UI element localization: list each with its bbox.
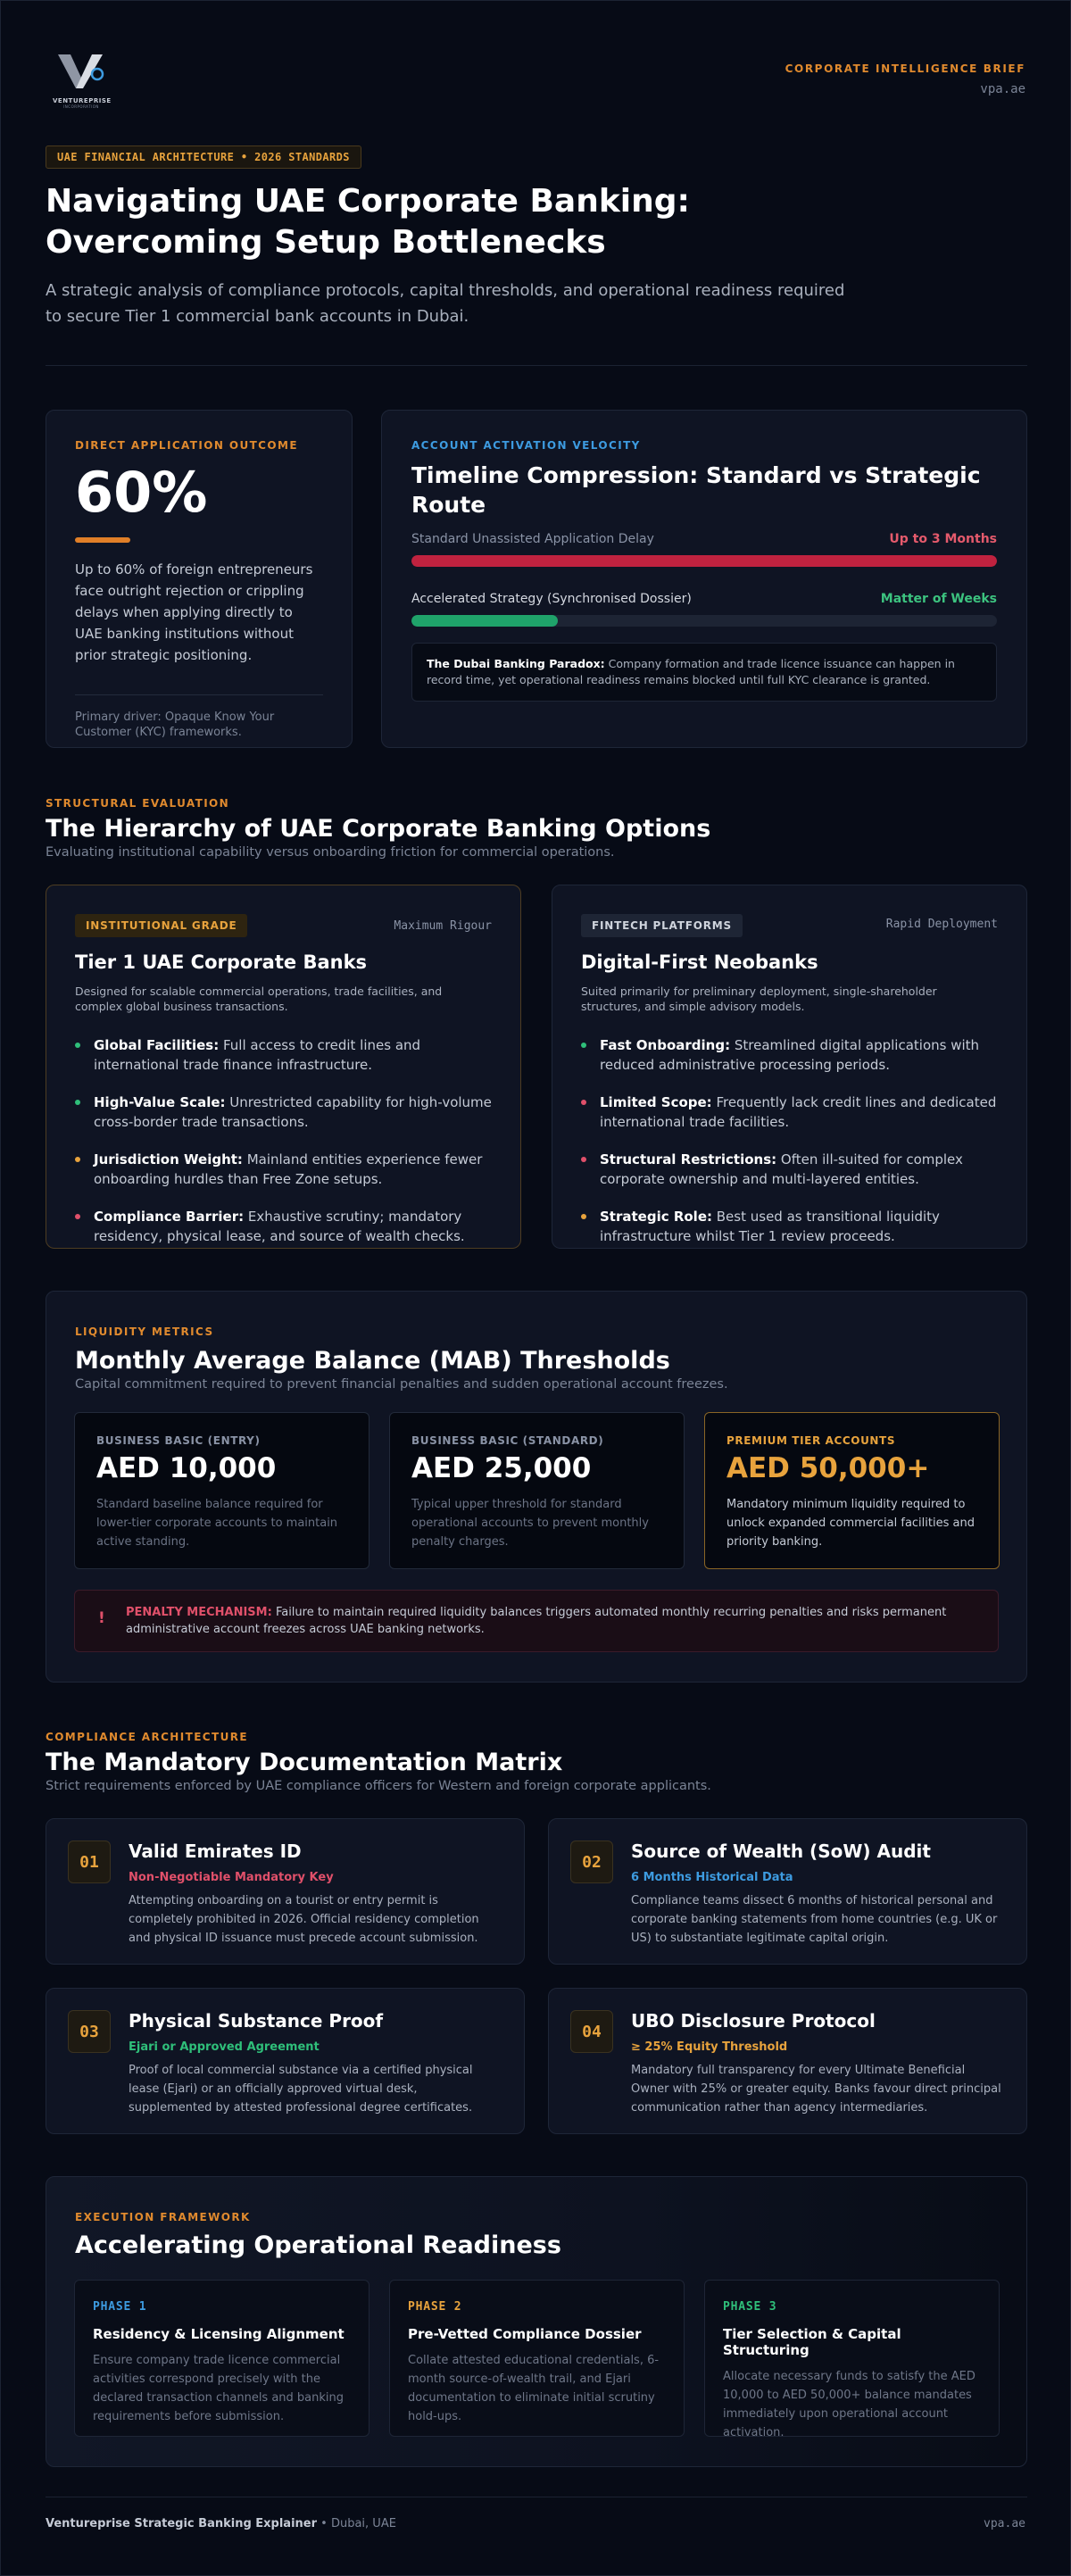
- execution-title: Accelerating Operational Readiness: [75, 2231, 561, 2259]
- timeline-bar-header: [411, 592, 997, 606]
- velocity-title-line1: Timeline Compression: Standard vs Strategic: [411, 462, 981, 488]
- feature-text: Often ill-suited for complex corporate ownership and multi-layered entities.: [600, 1151, 963, 1187]
- mab-card-desc: Mandatory minimum liquidity required to unlock expanded commercial facilities and priority banking.: [726, 1498, 975, 1549]
- feature-bold: Strategic Role:: [600, 1209, 712, 1225]
- mab-card-desc: Typical upper threshold for standard operational accounts to prevent monthly penalty charges.: [411, 1498, 649, 1549]
- timeline-bar-label: Accelerated Strategy (Synchronised Dossier): [411, 592, 692, 606]
- mab-card-value: AED 10,000: [96, 1452, 277, 1484]
- phase-title: Residency & Licensing Alignment: [93, 2326, 345, 2342]
- doc-tag: Non-Negotiable Mandatory Key: [129, 1871, 334, 1884]
- timeline-bar-value: Matter of Weeks: [880, 592, 997, 606]
- feature-bold: Structural Restrictions:: [600, 1151, 777, 1168]
- execution-kicker: EXECUTION FRAMEWORK: [75, 2211, 251, 2223]
- feature-text: Exhaustive scrutiny; mandatory residency, physical lease, and source of wealth checks.: [94, 1209, 465, 1244]
- feature-text: Mainland entities experience fewer onboarding hurdles than Free Zone setups.: [94, 1151, 483, 1187]
- hero-tag: UAE FINANCIAL ARCHITECTURE • 2026 STANDARDS: [46, 145, 361, 169]
- doc-title: Valid Emirates ID: [129, 1841, 302, 1862]
- neobank-badge: FINTECH PLATFORMS: [581, 914, 743, 937]
- doc-desc: Attempting onboarding on a tourist or entry permit is completely prohibited in 2026. Official residency completion and physical ID issuance must precede account submission.: [129, 1894, 479, 1945]
- feature-bold: Fast Onboarding:: [600, 1037, 731, 1053]
- mab-card-desc: Standard baseline balance required for lower-tier corporate accounts to maintain active standing.: [96, 1498, 338, 1549]
- tier1-meta: Maximum Rigour: [394, 919, 492, 933]
- doc-card-substance[interactable]: [46, 1988, 525, 2134]
- tier1-title: Tier 1 UAE Corporate Banks: [75, 951, 368, 973]
- logo-subtext: INCORPORATION: [63, 104, 99, 109]
- phase-desc: Collate attested educational credentials, 6-month source-of-wealth trail, and Ejari documentation to eliminate initial scrutiny hold-ups.: [408, 2354, 660, 2423]
- tier1-desc: Designed for scalable commercial operations, trade facilities, and complex global business transactions.: [75, 985, 443, 1013]
- doc-title: UBO Disclosure Protocol: [631, 2010, 876, 2032]
- docs-subtitle: Strict requirements enforced by UAE compliance officers for Western and foreign corporate applicants.: [46, 1779, 711, 1793]
- footer-credit: [46, 2517, 396, 2530]
- timeline-bar-fill: [411, 615, 558, 627]
- phase-label: PHASE 2: [408, 2300, 462, 2314]
- doc-number: 04: [570, 2010, 613, 2053]
- outcome-divider: [75, 694, 323, 695]
- doc-title: Source of Wealth (SoW) Audit: [631, 1841, 931, 1862]
- feature-text: Frequently lack credit lines and dedicated international trade facilities.: [600, 1094, 997, 1130]
- feature-text: Best used as transitional liquidity infrastructure whilst Tier 1 review proceeds.: [600, 1209, 940, 1244]
- outcome-footer: Primary driver: Opaque Know Your Customer (KYC) frameworks.: [75, 710, 275, 739]
- timeline-bar-header: [411, 532, 997, 546]
- doc-title: Physical Substance Proof: [129, 2010, 384, 2032]
- bullet-dot-icon: [75, 1214, 80, 1219]
- mab-title: Monthly Average Balance (MAB) Thresholds: [75, 1347, 670, 1375]
- doc-number: 02: [570, 1841, 613, 1883]
- phase-desc: Ensure company trade licence commercial activities correspond precisely with the declared transaction channels and banking requirements before submission.: [93, 2354, 345, 2423]
- doc-tag: Ejari or Approved Agreement: [129, 2040, 320, 2054]
- bullet-dot-icon: [75, 1157, 80, 1162]
- timeline-bar-row: [411, 532, 997, 567]
- velocity-kicker: ACCOUNT ACTIVATION VELOCITY: [411, 439, 641, 452]
- feature-bullet: [581, 1207, 998, 1246]
- hero-lead-line2: to secure Tier 1 commercial bank accounts in Dubai.: [46, 307, 469, 326]
- hero-lead: [46, 278, 844, 329]
- neobank-card[interactable]: [552, 885, 1027, 1249]
- page-title-line1: Navigating UAE Corporate Banking:: [46, 183, 690, 220]
- phase-label: PHASE 3: [723, 2300, 777, 2314]
- bullet-dot-icon: [581, 1043, 586, 1048]
- tier1-list: [75, 1035, 492, 1246]
- timeline-bar-fill: [411, 555, 997, 567]
- page-title-line2: Overcoming Setup Bottlenecks: [46, 224, 606, 261]
- bullet-dot-icon: [75, 1100, 80, 1105]
- doc-number: 01: [68, 1841, 111, 1883]
- feature-text: Unrestricted capability for high-volume cross-border trade transactions.: [94, 1094, 492, 1130]
- feature-bullet: [75, 1093, 492, 1132]
- velocity-title: [411, 461, 997, 519]
- feature-bullet: [581, 1150, 998, 1189]
- footer-site-link[interactable]: vpa.ae: [984, 2517, 1025, 2530]
- page-title: [46, 181, 690, 263]
- doc-desc: Proof of local commercial substance via a certified physical lease (Ejari) or an officially approved virtual desk, supplemented by attested professional degree certificates.: [129, 2064, 473, 2115]
- outcome-desc: Up to 60% of foreign entrepreneurs face outright rejection or crippling delays when applying directly to UAE banking institutions without prior strategic positioning.: [75, 561, 313, 663]
- doc-tag: 6 Months Historical Data: [631, 1871, 793, 1884]
- feature-bullet: [581, 1093, 998, 1132]
- docs-title: The Mandatory Documentation Matrix: [46, 1749, 563, 1776]
- phase-label: PHASE 1: [93, 2300, 147, 2314]
- divider: [46, 365, 1027, 366]
- logo-mark-icon: [53, 51, 110, 92]
- paradox-bold: The Dubai Banking Paradox:: [427, 657, 605, 670]
- feature-bold: Limited Scope:: [600, 1094, 712, 1110]
- timeline-bar-row: [411, 592, 997, 627]
- mab-card-label: PREMIUM TIER ACCOUNTS: [726, 1434, 896, 1447]
- brief-label: CORPORATE INTELLIGENCE BRIEF: [785, 62, 1025, 75]
- brand-logo[interactable]: [53, 51, 110, 110]
- penalty-bold: PENALTY MECHANISM:: [126, 1606, 272, 1619]
- mab-kicker: LIQUIDITY METRICS: [75, 1325, 214, 1338]
- footer-brand: Ventureprise Strategic Banking Explainer: [46, 2517, 318, 2530]
- mab-card-premium: [704, 1412, 1000, 1569]
- doc-desc: Compliance teams dissect 6 months of historical personal and corporate banking statements from home countries (e.g. UK or US) to substantiate legitimate capital origin.: [631, 1894, 998, 1945]
- neobank-meta: Rapid Deployment: [885, 918, 998, 931]
- mab-card-value: AED 25,000: [411, 1452, 592, 1484]
- alert-icon: !: [98, 1609, 105, 1627]
- timeline-bar-track: [411, 615, 997, 627]
- feature-bold: Global Facilities:: [94, 1037, 220, 1053]
- feature-bullet: [75, 1150, 492, 1189]
- hierarchy-kicker: STRUCTURAL EVALUATION: [46, 797, 230, 810]
- penalty-text: Failure to maintain required liquidity balances triggers automated monthly recurring penalties and risks permanent administrative account freezes across UAE banking networks.: [126, 1606, 947, 1636]
- tier1-badge: INSTITUTIONAL GRADE: [75, 914, 247, 937]
- phase-card-1: [74, 2280, 369, 2437]
- bullet-dot-icon: [581, 1157, 586, 1162]
- paradox-callout: [411, 643, 997, 702]
- phase-card-3: [704, 2280, 1000, 2437]
- timeline-bar-track: [411, 555, 997, 567]
- neobank-title: Digital-First Neobanks: [581, 951, 818, 973]
- tier1-card[interactable]: [46, 885, 521, 1249]
- velocity-card: [381, 410, 1027, 748]
- outcome-accent-bar: [75, 537, 130, 543]
- neobank-list: [581, 1035, 998, 1246]
- header-site-link[interactable]: vpa.ae: [980, 82, 1025, 96]
- doc-number: 03: [68, 2010, 111, 2053]
- feature-bullet: [75, 1207, 492, 1246]
- footer-location: • Dubai, UAE: [317, 2517, 396, 2530]
- timeline-bar-label: Standard Unassisted Application Delay: [411, 532, 654, 546]
- timeline-bar-value: Up to 3 Months: [889, 532, 997, 546]
- feature-text: Streamlined digital applications with reduced administrative processing periods.: [600, 1037, 980, 1073]
- doc-card-sow-audit[interactable]: [548, 1818, 1027, 1965]
- phase-desc: Allocate necessary funds to satisfy the AED 10,000 to AED 50,000+ balance mandates immediately upon operational account activation.: [723, 2370, 976, 2439]
- velocity-title-line2: Route: [411, 492, 486, 518]
- bullet-dot-icon: [581, 1214, 586, 1219]
- doc-card-emirates-id[interactable]: [46, 1818, 525, 1965]
- feature-bullet: [75, 1035, 492, 1075]
- hero-lead-line1: A strategic analysis of compliance protocols, capital thresholds, and operational readiness required: [46, 281, 845, 300]
- mab-subtitle: Capital commitment required to prevent financial penalties and sudden operational account freezes.: [75, 1377, 728, 1392]
- docs-kicker: COMPLIANCE ARCHITECTURE: [46, 1731, 248, 1743]
- mab-card-entry: [74, 1412, 369, 1569]
- doc-desc: Mandatory full transparency for every Ultimate Beneficial Owner with 25% or greater equity. Banks favour direct principal communication rather than agency intermediaries.: [631, 2064, 1001, 2115]
- feature-bold: Compliance Barrier:: [94, 1209, 245, 1225]
- mab-card-standard: [389, 1412, 685, 1569]
- feature-text: Full access to credit lines and international trade finance infrastructure.: [94, 1037, 421, 1073]
- outcome-card: [46, 410, 353, 748]
- hierarchy-title: The Hierarchy of UAE Corporate Banking Options: [46, 815, 711, 843]
- hierarchy-subtitle: Evaluating institutional capability versus onboarding friction for commercial operations.: [46, 845, 615, 860]
- penalty-alert: [74, 1590, 999, 1652]
- feature-bold: Jurisdiction Weight:: [94, 1151, 243, 1168]
- mab-card-value: AED 50,000+: [726, 1452, 930, 1484]
- bullet-dot-icon: [75, 1043, 80, 1048]
- neobank-desc: Suited primarily for preliminary deployment, single-shareholder structures, and simple advisory models.: [581, 985, 937, 1013]
- phase-title: Pre-Vetted Compliance Dossier: [408, 2326, 642, 2342]
- mab-card-label: BUSINESS BASIC (STANDARD): [411, 1434, 604, 1447]
- outcome-kicker: DIRECT APPLICATION OUTCOME: [75, 439, 298, 452]
- doc-tag: ≥ 25% Equity Threshold: [631, 2040, 788, 2054]
- bullet-dot-icon: [581, 1100, 586, 1105]
- feature-bold: High-Value Scale:: [94, 1094, 226, 1110]
- logo-text: VENTUREPRISE: [53, 97, 112, 104]
- phase-card-2: [389, 2280, 685, 2437]
- feature-bullet: [581, 1035, 998, 1075]
- paradox-text: Company formation and trade licence issuance can happen in record time, yet operational readiness remains blocked until full KYC clearance is granted.: [427, 657, 955, 686]
- doc-card-ubo[interactable]: [548, 1988, 1027, 2134]
- outcome-stat: 60%: [75, 460, 208, 525]
- mab-card-label: BUSINESS BASIC (ENTRY): [96, 1434, 261, 1447]
- phase-title: Tier Selection & Capital Structuring: [723, 2326, 901, 2358]
- velocity-bars: [411, 532, 997, 627]
